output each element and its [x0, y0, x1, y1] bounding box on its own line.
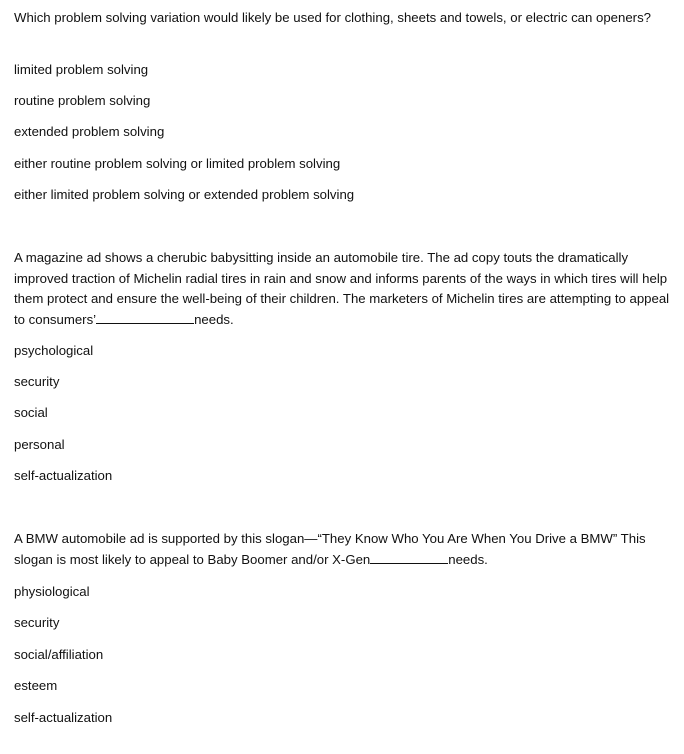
- question-1-prompt: Which problem solving variation would likely be used for clothing, sheets and towels, or electric can openers?: [14, 10, 651, 25]
- question-2-option-2[interactable]: security: [14, 374, 60, 389]
- question-2-option-5[interactable]: self-actualization: [14, 468, 113, 483]
- question-3-option-4[interactable]: esteem: [14, 678, 58, 693]
- question-3-option-2[interactable]: security: [14, 615, 60, 630]
- question-2-blank: [96, 311, 194, 324]
- question-1-option-5[interactable]: either limited problem solving or extended problem solving: [14, 187, 355, 202]
- question-2-prompt: [14, 248, 678, 330]
- question-2-option-4[interactable]: personal: [14, 437, 65, 452]
- question-3-option-1[interactable]: physiological: [14, 584, 90, 599]
- question-2-text-after: needs.: [194, 311, 234, 327]
- question-3-option-3[interactable]: social/affiliation: [14, 647, 104, 662]
- question-2-text-before: A magazine ad shows a cherubic babysitting inside an automobile tire. The ad copy touts the dramatically improved traction of Michelin radial tires in rain and snow and informs parents of the ways in which tires will help them protect and ensure the well-being of their children. The marketers of Michelin tires are attempting to appeal to consumers’: [14, 250, 670, 327]
- question-2-option-3[interactable]: social: [14, 405, 48, 420]
- question-1-option-2[interactable]: routine problem solving: [14, 93, 151, 108]
- question-1-option-4[interactable]: either routine problem solving or limited problem solving: [14, 156, 341, 171]
- question-2-option-1[interactable]: psychological: [14, 343, 94, 358]
- question-3-blank: [370, 551, 448, 564]
- question-3-text-before: A BMW automobile ad is supported by this slogan—“They Know Who You Are When You Drive a BMW” This slogan is most likely to appeal to Baby Boomer and/or X-Gen: [14, 531, 646, 567]
- question-3-option-5[interactable]: self-actualization: [14, 710, 113, 725]
- question-3-prompt: [14, 529, 678, 570]
- question-1-option-1[interactable]: limited problem solving: [14, 62, 149, 77]
- question-1-option-3[interactable]: extended problem solving: [14, 124, 165, 139]
- question-3-text-after: needs.: [448, 551, 488, 567]
